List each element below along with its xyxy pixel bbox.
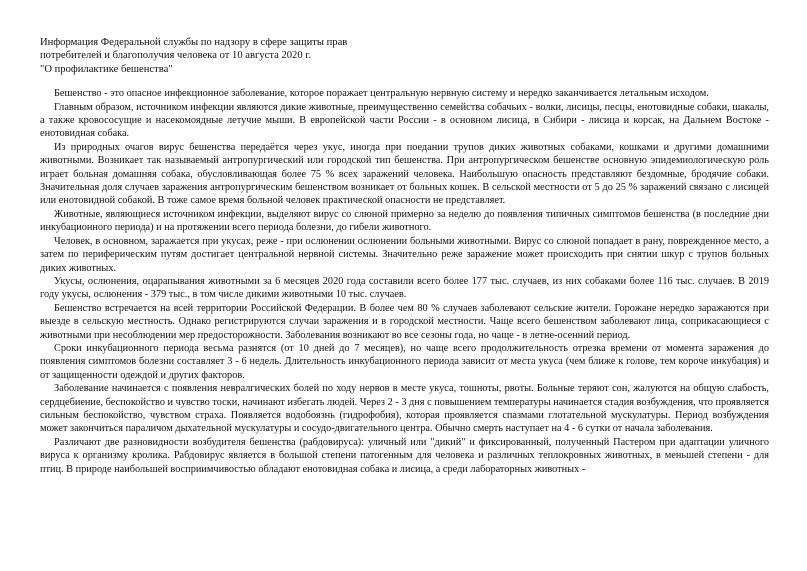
paragraph: Укусы, ослюнения, оцарапывания животными за 6 месяцев 2020 года составили всего более 177 тыс. случаев, из них собаками более 116 тыс. случаев. В 2019 году укусы, ослюнения - 379 тыс., в том числе дикими животными 10 тыс. случаев. (40, 275, 769, 301)
paragraph: Бешенство - это опасное инфекционное заболевание, которое поражает центральную нервную систему и нередко заканчивается летальным исходом. (54, 88, 709, 100)
document-body (40, 87, 769, 476)
paragraph: Животные, являющиеся источником инфекции, выделяют вирус со слюной примерно за неделю до появления типичных симптомов бешенства (в последние дни инкубационного периода) и на протяжении всего периода болезни, до гибели животного. (40, 208, 769, 234)
paragraph: Человек, в основном, заражается при укусах, реже - при ослюнении ослюнении больными животными. Вирус со слюной попадает в рану, поврежденное место, а затем по периферическим путям достигает центральной нервной системы. Значительно реже заражение может происходить при снятии шкур с трупов больных диких животных. (40, 235, 769, 274)
paragraph: Сроки инкубационного периода весьма разнятся (от 10 дней до 7 месяцев), но чаще всего продолжительность отрезка времени от момента заражения до появления симптомов болезни составляет 3 - 6 недель. Длительность инкубационного периода зависит от места укуса (чем ближе к голове, тем короче инкубация) и от защищенности одеждой и других факторов. (40, 342, 769, 381)
paragraph: Бешенство встречается на всей территории Российской Федерации. В более чем 80 % случаев заболевают сельские жители. Горожане нередко заражаются при выезде в сельскую местность. Однако регистрируются случаи заражения и в городской местности. Чаще всего бешенством заболевают лица, соприкасающиеся с животными при несоблюдении мер предосторожности. Заболевания возникают во все сезоны года, но чаще - в летне-осенний период. (40, 302, 769, 341)
header-line-2: потребителей и благополучия человека от 10 августа 2020 г. (40, 50, 312, 62)
header-line-1: Информация Федеральной службы по надзору в сфере защиты прав (40, 37, 348, 48)
document-header (40, 36, 769, 76)
paragraph: Из природных очагов вирус бешенства передаётся через укус, иногда при поедании трупов диких животных собаками, кошками и другими домашними животными. Возникает так называемый антропургический или городской тип бешенства. При антропургическом бешенстве основную эпидемиологическую роль играет больная домашняя собака, обусловливающая более 75 % всех заражений человека. Наибольшую опасность представляют бездомные, бродячие собаки. Значительная доля случаев заражения антропургическим бешенством возникает от больных кошек. В сельской местности от 5 до 25 % заражений связано с лисицей или енотовидной собакой. В тоже самое время больной человек практической опасности не представляет. (40, 141, 769, 207)
header-line-3: "О профилактике бешенства" (40, 63, 173, 75)
paragraph: Главным образом, источником инфекции являются дикие животные, преимущественно семейства собачьих - волки, лисицы, песцы, енотовидные собаки, шакалы, а также кровососущие и насекомоядные летучие мыши. В европейской части России - в основном лисица, в Сибири - лисица и корсак, на Дальнем Востоке - енотовидная собака. (40, 101, 769, 140)
paragraph: Различают две разновидности возбудителя бешенства (рабдовируса): уличный или "дикий" и фиксированный, полученный Пастером при адаптации уличного вируса к организму кролика. Рабдовирус является в большой степени патогенным для человека и различных теплокровных животных, в меньшей степени - для птиц. В природе наибольшей восприимчивостью обладают енотовидная собака и лисица, а среди лабораторных животных - (40, 436, 769, 475)
paragraph: Заболевание начинается с появления невралгических болей по ходу нервов в месте укуса, тошноты, рвоты. Больные теряют сон, жалуются на общую слабость, сердцебиение, беспокойство и чувство тоски, начинают избегать людей. Через 2 - 3 дня с повышением температуры начинается стадия возбуждения, что проявляется сильным беспокойство, чувством страха. Появляется водобоязнь (гидрофобия), которая проявляется спазмами глотательной мускулатуры. Период возбуждения может закончиться параличом дыхательной мускулатуры и сосудо-двигательного центра. Обычно смерть наступает на 4 - 6 сутки от начала заболевания. (40, 383, 769, 435)
